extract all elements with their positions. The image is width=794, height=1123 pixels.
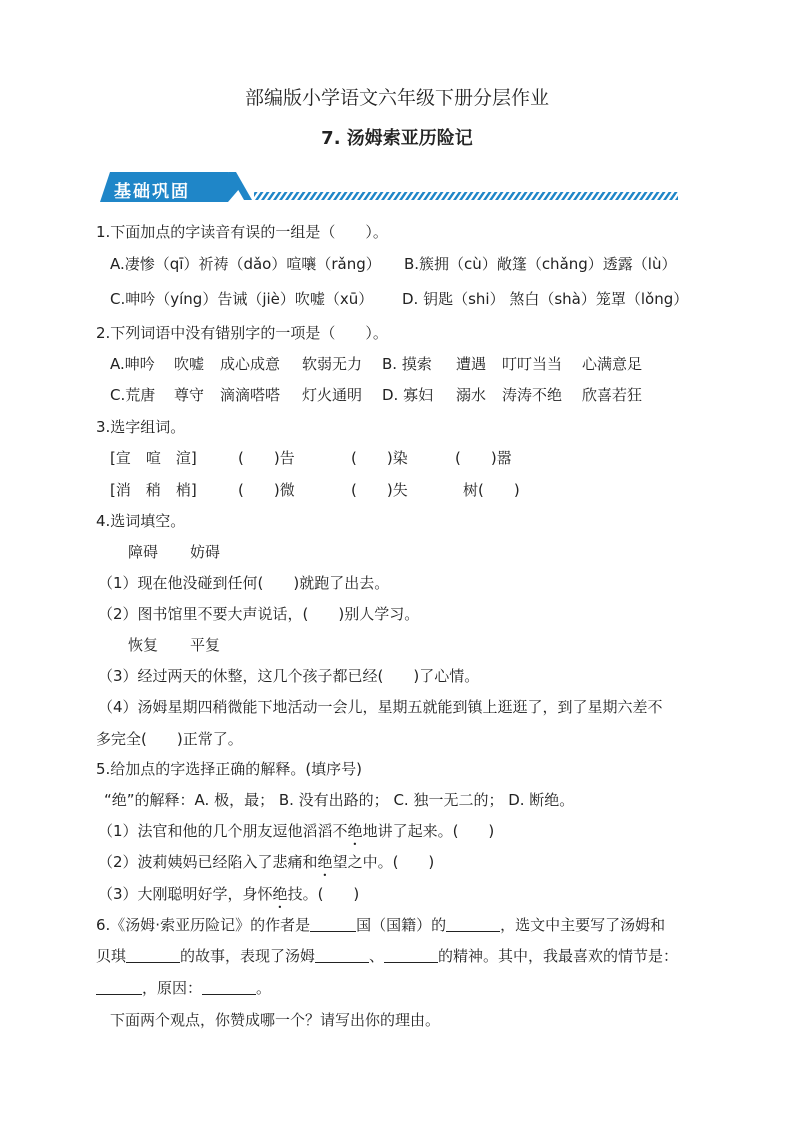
- q6-line-2: [96, 946, 678, 966]
- q2-word: B. 摸索: [382, 355, 432, 373]
- q2-word: D. 寡妇: [382, 386, 434, 404]
- q5-dotted-char: 绝: [347, 822, 363, 840]
- q1-stem: 1.下面加点的字读音有误的一组是（ ）。: [96, 223, 388, 241]
- q5-sentence-3: [98, 884, 359, 912]
- section-banner: [96, 170, 686, 206]
- q6-blank: [126, 948, 180, 963]
- q5-text: （3）大刚聪明好学，身怀: [98, 885, 273, 903]
- q4-sentence-4: （4）汤姆星期四稍微能下地活动一会儿，星期五就能到镇上逛逛了，到了星期六差不: [98, 698, 663, 716]
- page-title: 部编版小学语文六年级下册分层作业: [244, 87, 549, 109]
- q6-blank: [315, 948, 369, 963]
- q6-line-3: [96, 978, 271, 998]
- q2-stem: 2.下列词语中没有错别字的一项是（ ）。: [96, 324, 388, 342]
- q6-text: 的故事，表现了汤姆: [180, 947, 316, 965]
- q3-blank: ( )告: [238, 449, 295, 467]
- q1-option-b: B.簇拥（cù）敞篷（chǎng）透露（lù）: [404, 255, 677, 273]
- q2-word: A.呻吟: [110, 355, 155, 373]
- q3-charset: [消 稍 梢]: [110, 481, 197, 499]
- q4-stem: 4.选词填空。: [96, 512, 186, 530]
- q6-text: 。: [256, 979, 272, 997]
- q3-row-2: [110, 480, 520, 500]
- q4-sentence-2: （2）图书馆里不要大声说话，( )别人学习。: [98, 605, 420, 623]
- q5-text: 望之中。( ): [332, 853, 435, 871]
- q5-stem: 5.给加点的字选择正确的解释。(填序号): [96, 760, 363, 778]
- q3-blank: ( )嚣: [455, 449, 512, 467]
- q2-word: 尊守: [174, 386, 205, 404]
- q1-option-a: A.凄惨（qī）祈祷（dǎo）喧嚷（rǎng）: [110, 255, 381, 273]
- q3-charset: [宣 喧 渲]: [110, 449, 197, 467]
- q2-word: 溺水: [456, 386, 487, 404]
- q1-option-d: D. 钥匙（shi） 煞白（shà）笼罩（lǒng）: [402, 290, 689, 308]
- q5-text: 技。( ): [287, 885, 360, 903]
- q2-word: 涛涛不绝: [502, 386, 563, 404]
- q5-sentence-2: [98, 852, 434, 880]
- q5-text: 地讲了起来。( ): [362, 822, 495, 840]
- q6-text: 6.《汤姆·索亚历险记》的作者是: [96, 916, 311, 934]
- q6-blank: [202, 980, 256, 995]
- q4-word-choices-1: [128, 542, 220, 562]
- q2-word: C.荒唐: [110, 386, 156, 404]
- q6-blank: [310, 917, 356, 932]
- q3-stem: 3.选字组词。: [96, 418, 186, 436]
- q4-sentence-1: （1）现在他没碰到任何( )就跑了出去。: [98, 574, 390, 592]
- q2-word: 软弱无力: [302, 355, 363, 373]
- q5-options: “绝”的解释：A. 极，最； B. 没有出路的； C. 独一无二的； D. 断绝。: [104, 791, 575, 809]
- q6-blank: [446, 917, 500, 932]
- q4-sentence-4-cont: 多完全( )正常了。: [96, 730, 243, 748]
- q5-sentence-1: [98, 821, 494, 849]
- q2-word: 灯火通明: [302, 386, 363, 404]
- q3-blank: ( )染: [351, 449, 408, 467]
- q6-text: 贝琪: [96, 947, 127, 965]
- q5-text: （2）波莉姨妈已经陷入了悲痛和: [98, 853, 318, 871]
- q6-line-1: [96, 915, 665, 935]
- q6-text: 的精神。其中，我最喜欢的情节是：: [438, 947, 679, 965]
- q6-text: 、: [369, 947, 385, 965]
- q2-word: 滴滴嗒嗒: [220, 386, 281, 404]
- q6-text: ，选文中主要写了汤姆和: [500, 916, 666, 934]
- q6-text: ，原因：: [142, 979, 203, 997]
- q2-word: 欣喜若狂: [582, 386, 643, 404]
- lesson-title: 7. 汤姆索亚历险记: [321, 128, 473, 149]
- q3-blank: ( )失: [351, 481, 408, 499]
- q5-dotted-char: 绝: [317, 853, 333, 871]
- q2-row-1: [110, 354, 642, 374]
- section-label: 基础巩固: [114, 182, 190, 202]
- q4-word: 恢复: [128, 636, 159, 654]
- q2-word: 叮叮当当: [502, 355, 563, 373]
- q5-text: （1）法官和他的几个朋友逗他滔滔不: [98, 822, 348, 840]
- q3-blank: ( )微: [238, 481, 295, 499]
- q2-word: 心满意足: [582, 355, 643, 373]
- q4-word: 平复: [190, 636, 221, 654]
- q6-line-4: 下面两个观点，你赞成哪一个？请写出你的理由。: [110, 1011, 441, 1029]
- q2-row-2: [110, 385, 642, 405]
- q6-blank: [384, 948, 438, 963]
- q1-option-c: C.呻吟（yíng）告诫（jiè）吹嘘（xū）: [110, 290, 374, 308]
- q4-sentence-3: （3）经过两天的休整，这几个孩子都已经( )了心情。: [98, 667, 480, 685]
- q3-blank: 树( ): [463, 481, 520, 499]
- q6-blank: [96, 980, 142, 995]
- q6-text: 国（国籍）的: [356, 916, 447, 934]
- q4-word: 障碍: [128, 543, 159, 561]
- q3-row-1: [110, 448, 512, 468]
- q2-word: 遭遇: [456, 355, 487, 373]
- q5-dotted-char: 绝: [272, 885, 288, 903]
- q4-word: 妨碍: [190, 543, 221, 561]
- q2-word: 吹嘘: [174, 355, 205, 373]
- q4-word-choices-2: [128, 635, 220, 655]
- q2-word: 成心成意: [220, 355, 281, 373]
